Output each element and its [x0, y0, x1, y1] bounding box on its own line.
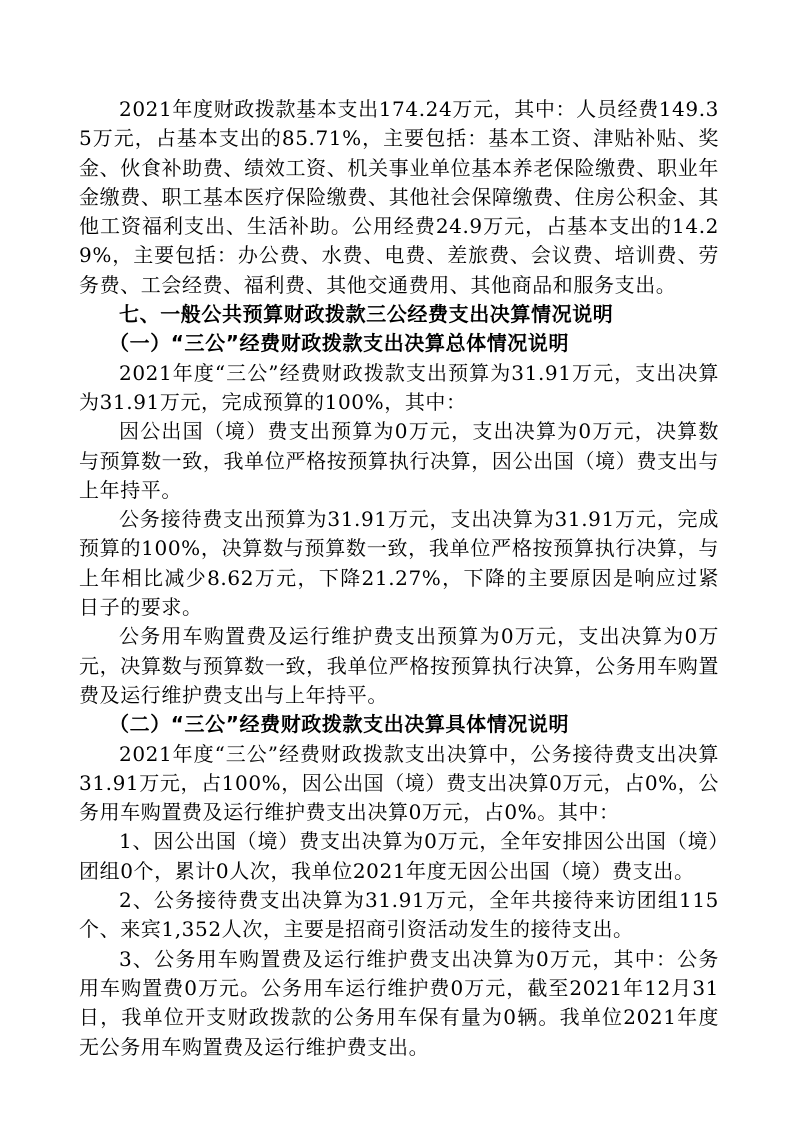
paragraph-item-3: 3、公务用车购置费及运行维护费支出决算为0万元，其中：公务用车购置费0万元。公务用车运行维护费0万元，截至2021年12月31日，我单位开支财政拨款的公务用车保有量为0辆。我单位2021年度无公务用车购置费及运行维护费支出。: [79, 946, 719, 1059]
paragraph-overseas-travel: 因公出国（境）费支出预算为0万元，支出决算为0万元，决算数与预算数一致，我单位严格按预算执行决算，因公出国（境）费支出与上年持平。: [79, 419, 719, 502]
paragraph-three-public-budget: 2021年度“三公”经费财政拨款支出预算为31.91万元，支出决算为31.91万元，完成预算的100%，其中：: [79, 360, 719, 414]
document-body: [79, 95, 719, 1062]
paragraph-specific-summary: 2021年度“三公”经费财政拨款支出决算中，公务接待费支出决算31.91万元，占100%，因公出国（境）费支出决算0万元，占0%，公务用车购置费及运行维护费支出决算0万元，占0%。其中：: [79, 741, 719, 825]
paragraph-reception: 公务接待费支出预算为31.91万元，支出决算为31.91万元，完成预算的100%，决算数与预算数一致，我单位严格按预算执行决算，与上年相比减少8.62万元，下降21.27%，下降的主要原因是响应过紧日子的要求。: [79, 507, 719, 620]
paragraph-item-1: 1、因公出国（境）费支出决算为0万元，全年安排因公出国（境）团组0个，累计0人次，我单位2021年度无因公出国（境）费支出。: [79, 829, 719, 883]
subsection-heading-overall: （一）“三公”经费财政拨款支出决算总体情况说明: [109, 331, 570, 356]
section-heading-seven: 七、一般公共预算财政拨款三公经费支出决算情况说明: [119, 302, 614, 327]
paragraph-item-2: 2、公务接待费支出决算为31.91万元，全年共接待来访团组115个、来宾1,352人次，主要是招商引资活动发生的接待支出。: [79, 888, 719, 942]
paragraph-vehicle: 公务用车购置费及运行维护费支出预算为0万元，支出决算为0万元，决算数与预算数一致，我单位严格按预算执行决算，公务用车购置费及运行维护费支出与上年持平。: [79, 624, 719, 707]
paragraph-basic-expenditure: 2021年度财政拨款基本支出174.24万元，其中：人员经费149.35万元，占基本支出的85.71%，主要包括：基本工资、津贴补贴、奖金、伙食补助费、绩效工资、机关事业单位基本养老保险缴费、职业年金缴费、职工基本医疗保险缴费、其他社会保障缴费、住房公积金、其他工资福利支出、生活补助。公用经费24.9万元，占基本支出的14.29%，主要包括：办公费、水费、电费、差旅费、会议费、培训费、劳务费、工会经费、福利费、其他交通费用、其他商品和服务支出。: [79, 97, 719, 297]
subsection-heading-specific: （二）“三公”经费财政拨款支出决算具体情况说明: [109, 712, 570, 737]
